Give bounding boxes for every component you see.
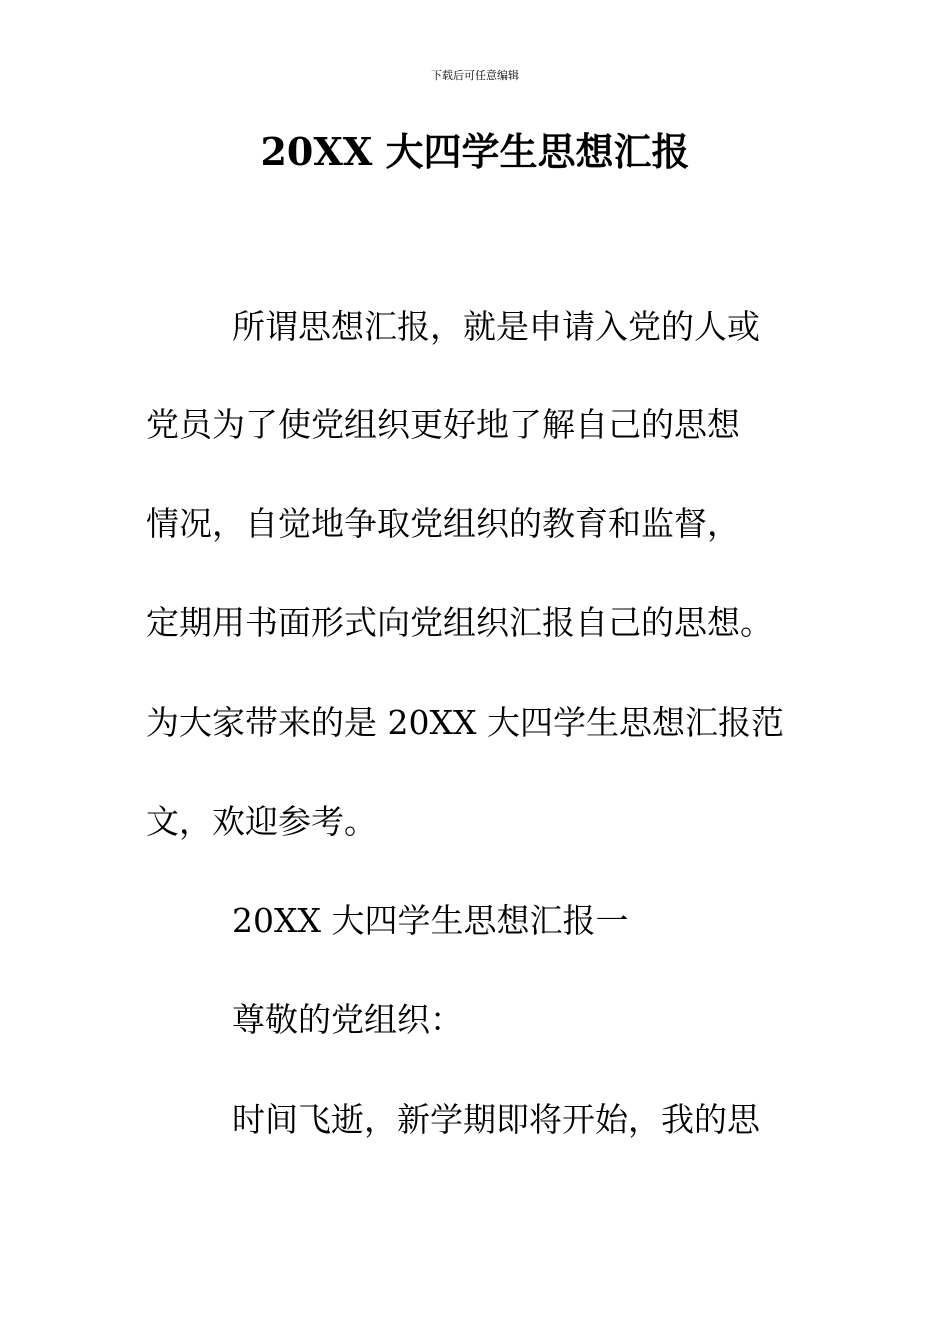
header-note: 下载后可任意编辑 [431,69,519,82]
paragraph-line: 定期用书面形式向党组织汇报自己的思想。 [146,603,773,642]
paragraph-line: 所谓思想汇报，就是申请入党的人或 [232,307,760,346]
paragraph-line: 文，欢迎参考。 [146,802,377,841]
paragraph-line: 为大家带来的是 20XX 大四学生思想汇报范 [146,703,784,742]
section-heading: 20XX 大四学生思想汇报一 [232,901,629,940]
body-line: 时间飞逝，新学期即将开始，我的思 [232,1100,760,1139]
paragraph-line: 党员为了使党组织更好地了解自己的思想 [146,405,740,444]
salutation: 尊敬的党组织： [232,1000,463,1039]
paragraph-line: 情况，自觉地争取党组织的教育和监督， [146,504,740,543]
document-title: 20XX 大四学生思想汇报 [260,129,690,174]
